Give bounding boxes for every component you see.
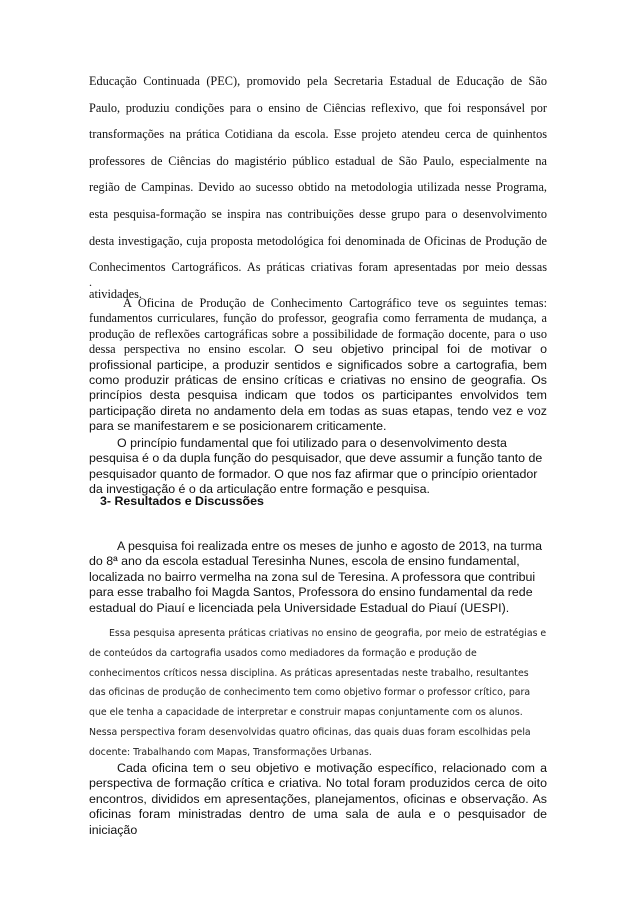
intro-paragraph: Educação Continuada (PEC), promovido pela Secretaria Estadual de Educação de São Paulo, produziu condições para o ensino de Ciências reflexivo, que foi responsável por transformações na prática Cotidiana da escola. Esse projeto atendeu cerca de quinhentos professores de Ciências do magistério público estadual de São Paulo, especialmente na região de Campinas. Devido ao sucesso obtido na metodologia utilizada nesse Programa, esta pesquisa-formação se inspira nas contribuições desse grupo para o desenvolvimento desta investigação, cuja proposta metodológica foi denominada de Oficinas de Produção de Conhecimentos Cartográficos. As práticas criativas foram apresentadas por meio dessas atividades.: [89, 74, 547, 301]
section-heading: 3- Resultados e Discussões: [100, 494, 264, 508]
small-print-paragraph: Essa pesquisa apresenta práticas criativas no ensino de geografia, por meio de estratégias e de conteúdos da cartografia usados como mediadores da formação e produção de conhecimentos críticos nessa disciplina. As práticas apresentadas neste trabalho, resultantes das oficinas de produção de conhecimento tem como objetivo formar o professor crítico, para que ele tenha a capacidade de interpretar e construir mapas conjuntamente com os alunos. Nessa perspectiva foram desenvolvidas quatro oficinas, das quais duas foram escolhidas pela docente: Trabalhando com Mapas, Transformações Urbanas.: [89, 628, 547, 758]
cada-oficina-paragraph: Cada oficina tem o seu objetivo e motivação específico, relacionado com a perspectiva de formação crítica e criativa. No total foram produzidos cerca de oito encontros, divididos em apresentações, planejamentos, oficinas e observação. As oficinas foram ministradas dentro de uma sala de aula e o pesquisador de iniciação: [89, 761, 547, 837]
oficina-paragraph: [89, 296, 547, 435]
oficina-sans-text: O seu objetivo principal foi de motivar o profissional participe, a produzir sentidos e significados sobre a cartografia, bem como produzir práticas de ensino críticas e criativas no ensino de geografia. Os princípios desta pesquisa indicam que todos os participantes envolvidos tem participação direta no andamento dela em todas as suas etapas, tendo vez e voz para se manifestarem e se posicionarem criticamente.: [89, 342, 547, 434]
pesquisa-paragraph: A pesquisa foi realizada entre os meses de junho e agosto de 2013, na turma do 8ª ano da escola estadual Teresinha Nunes, escola de ensino fundamental, localizada no bairro vermelha na zona sul de Teresina. A professora que contribui para esse trabalho foi Magda Santos, Professora do ensino fundamental da rede estadual do Piauí e licenciada pela Universidade Estadual do Piauí (UESPI).: [89, 539, 543, 615]
stray-dot: .: [89, 275, 92, 289]
oficina-serif-text: A Oficina de Produção de Conhecimento Cartográfico teve os seguintes temas: fundamentos curriculares, função do professor, geografia como ferramenta de mudança, a produção de reflexões cartográficas sobre a possibilidade de formação docente, para o uso dessa perspectiva no ensino escolar.: [89, 296, 547, 357]
principio-paragraph: O princípio fundamental que foi utilizado para o desenvolvimento desta pesquisa é o da dupla função do pesquisador, que deve assumir a função tanto de pesquisador quanto de formador. O que nos faz afirmar que o princípio orientador da investigação é o da articulação entre formação e pesquisa.: [89, 436, 543, 497]
